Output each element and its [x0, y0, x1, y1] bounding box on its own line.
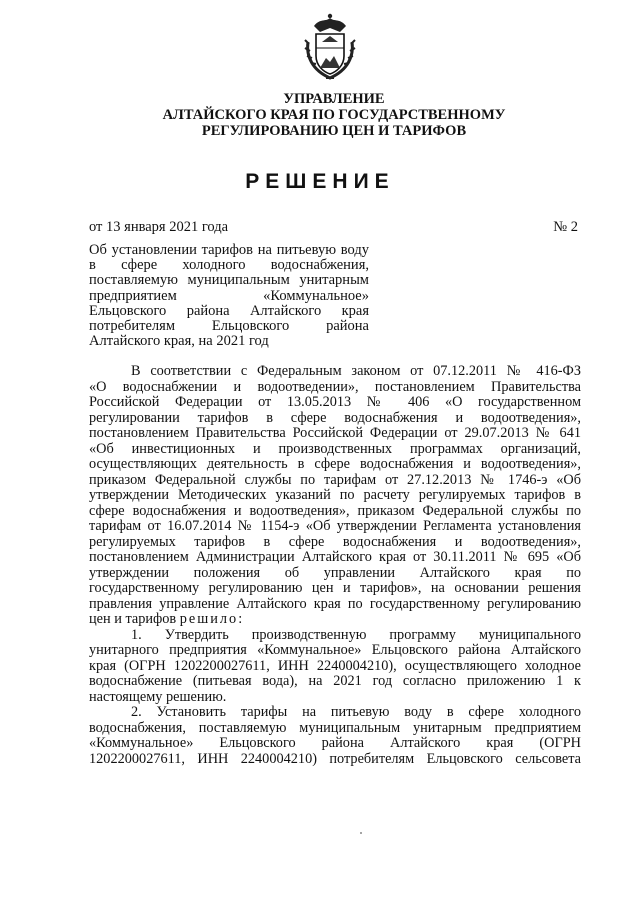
decided-word: решило:	[179, 611, 245, 627]
subject-line: поставляемую муниципальным унитарным	[89, 272, 369, 289]
item1-line: края (ОГРН 1202200027611, ИНН 2240004210), осуществляющего холодное	[89, 657, 581, 674]
body-line: Российской Федерации от 13.05.2013 № 406 «О государственном	[89, 394, 581, 410]
org-line-1: УПРАВЛЕНИЕ	[283, 91, 385, 107]
body-line: осуществляющих деятельность в сфере водоснабжения и водоотведения»,	[89, 456, 581, 472]
subject-line: в сфере холодного водоснабжения,	[89, 257, 369, 274]
document-title: РЕШЕНИЕ	[245, 170, 395, 193]
body-line: утверждении положения об управлении Алтайского края по	[89, 564, 581, 581]
body-line: правления управление Алтайского края по государственному регулированию	[89, 595, 581, 612]
item1-line: 1. Утвердить производственную программу муниципального	[131, 626, 581, 643]
coat-of-arms-icon	[300, 12, 360, 82]
document-subject	[89, 243, 369, 349]
body-line-prefix: цен и тарифов	[89, 611, 180, 627]
subject-line: предприятием «Коммунальное»	[89, 287, 369, 304]
item1-line: водоснабжение (питьевая вода), на 2021 год согласно приложению 1 к	[89, 673, 581, 689]
body-line: регулируемых тарифов в сфере водоснабжения и водоотведения»,	[89, 533, 581, 550]
scan-speck	[360, 832, 362, 834]
org-line-3: РЕГУЛИРОВАНИЮ ЦЕН И ТАРИФОВ	[201, 123, 467, 139]
body-line: государственному регулированию цен и тарифов», на основании решения	[89, 580, 581, 596]
subject-line: Ельцовского района Алтайского края	[89, 302, 369, 319]
body-line: приказом Федеральной службы по тарифам от 27.12.2013 № 1746-э «Об	[89, 471, 581, 488]
body-line: В соответствии с Федеральным законом от 07.12.2011 № 416-ФЗ	[131, 363, 581, 379]
subject-line: Об установлении тарифов на питьевую воду	[89, 242, 369, 258]
org-line-2: АЛТАЙСКОГО КРАЯ ПО ГОСУДАРСТВЕННОМУ	[162, 107, 506, 123]
document-body	[89, 364, 581, 767]
subject-line: потребителям Ельцовского района	[89, 318, 369, 335]
body-line: «Об инвестиционных и производственных программах организаций,	[89, 440, 581, 457]
body-line: тарифам от 16.07.2014 № 1154-э «Об утверждении Регламента установления	[89, 518, 581, 534]
body-line: постановлением Администрации Алтайского края от 30.11.2011 № 695 «Об	[89, 549, 581, 565]
item2-line: водоснабжения, поставляемую муниципальным унитарным предприятием	[89, 719, 581, 736]
item1-line: настоящему решению.	[89, 688, 227, 705]
body-line: сфере водоснабжения и водоотведения», приказом Федеральной службы по	[89, 502, 581, 519]
item2-line: 1202200027611, ИНН 2240004210) потребителям Ельцовского сельсовета	[89, 750, 581, 767]
document-number: № 2	[553, 219, 578, 235]
document-date: от 13 января 2021 года	[89, 219, 229, 235]
body-line: «О водоснабжении и водоотведении», постановлением Правительства	[89, 378, 581, 395]
item2-line: 2. Установить тарифы на питьевую воду в сфере холодного	[131, 704, 581, 720]
item1-line: унитарного предприятия «Коммунальное» Ельцовского района Алтайского	[89, 642, 581, 658]
body-line	[89, 612, 581, 628]
item2-line: «Коммунальное» Ельцовского района Алтайского края (ОГРН	[89, 735, 581, 751]
organization-name	[0, 91, 640, 139]
body-line: регулировании тарифов в сфере водоснабжения и водоотведения»,	[89, 409, 581, 426]
subject-line: Алтайского края, на 2021 год	[89, 333, 269, 350]
body-line: утверждении Методических указаний по расчету регулируемых тарифов в	[89, 487, 581, 503]
body-line: постановлением Правительства Российской Федерации от 29.07.2013 № 641	[89, 425, 581, 441]
